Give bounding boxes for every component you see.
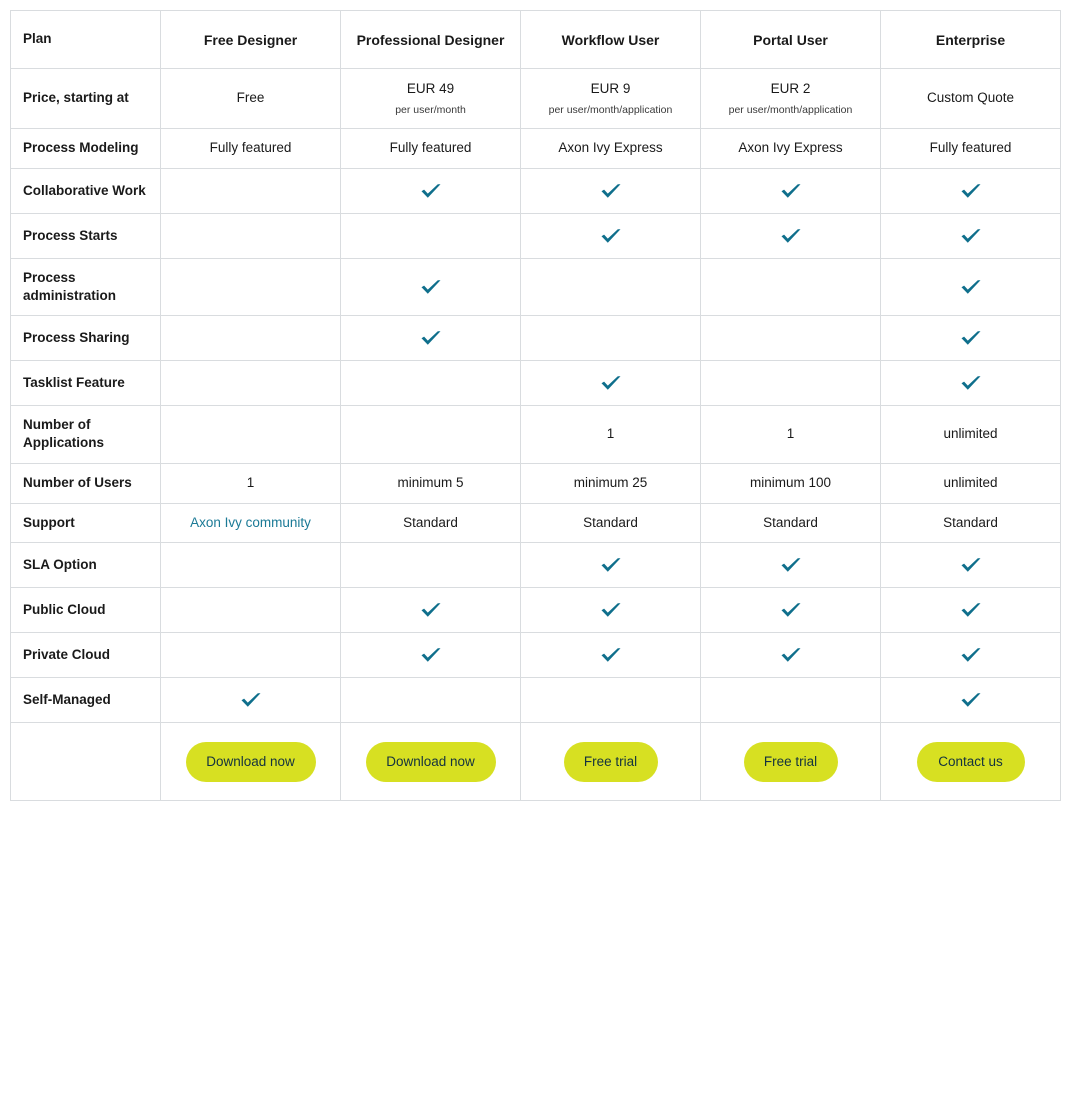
feature-absent-cell xyxy=(161,258,341,315)
check-icon xyxy=(893,275,1048,299)
feature-absent-cell xyxy=(161,168,341,213)
feature-absent-cell xyxy=(161,543,341,588)
feature-included-cell xyxy=(881,258,1061,315)
check-icon xyxy=(893,598,1048,622)
feature-value: Axon Ivy Express xyxy=(558,139,663,155)
column-header-4 xyxy=(701,11,881,69)
feature-value-cell xyxy=(701,503,881,543)
feature-name-cell xyxy=(11,543,161,588)
feature-label: Process Modeling xyxy=(23,140,139,156)
price-amount: EUR 9 xyxy=(590,81,631,96)
feature-value: Axon Ivy Express xyxy=(738,139,843,155)
feature-value-cell xyxy=(521,406,701,463)
check-icon xyxy=(533,224,688,248)
feature-included-cell xyxy=(701,588,881,633)
column-header-1 xyxy=(161,11,341,69)
price-amount: EUR 2 xyxy=(770,81,811,96)
feature-value-cell xyxy=(881,406,1061,463)
feature-value-cell xyxy=(341,463,521,503)
feature-included-cell xyxy=(341,633,521,678)
feature-value: minimum 5 xyxy=(397,474,464,490)
feature-name-cell xyxy=(11,361,161,406)
feature-included-cell xyxy=(701,168,881,213)
cta-row xyxy=(11,723,1061,801)
check-icon xyxy=(713,643,868,667)
table-row xyxy=(11,543,1061,588)
feature-name-cell xyxy=(11,406,161,463)
feature-value-cell xyxy=(161,463,341,503)
feature-absent-cell xyxy=(701,678,881,723)
feature-included-cell xyxy=(881,213,1061,258)
feature-absent-cell xyxy=(701,316,881,361)
price-unit: per user/month/application xyxy=(728,104,853,117)
feature-value: minimum 25 xyxy=(573,474,648,490)
feature-included-cell xyxy=(701,543,881,588)
feature-label: Private Cloud xyxy=(23,647,111,663)
table-row xyxy=(11,463,1061,503)
feature-label: Process administration xyxy=(23,269,117,303)
table-row xyxy=(11,316,1061,361)
check-icon xyxy=(533,643,688,667)
feature-value-cell xyxy=(161,128,341,168)
feature-value: 1 xyxy=(606,425,615,441)
check-icon xyxy=(893,688,1048,712)
feature-value-cell xyxy=(521,128,701,168)
table-row xyxy=(11,128,1061,168)
feature-included-cell xyxy=(881,543,1061,588)
feature-name-cell xyxy=(11,213,161,258)
cta-button-2[interactable]: Download now xyxy=(366,742,496,782)
feature-name-cell xyxy=(11,633,161,678)
check-icon xyxy=(713,179,868,203)
feature-absent-cell xyxy=(161,361,341,406)
feature-absent-cell xyxy=(341,543,521,588)
cta-button-1[interactable]: Download now xyxy=(186,742,316,782)
feature-value-cell xyxy=(881,463,1061,503)
cta-cell xyxy=(701,723,881,801)
feature-name-cell xyxy=(11,503,161,543)
feature-included-cell xyxy=(161,678,341,723)
feature-label: Process Starts xyxy=(23,227,118,243)
feature-label: SLA Option xyxy=(23,557,97,573)
feature-absent-cell xyxy=(341,213,521,258)
column-header-plan xyxy=(11,11,161,69)
feature-absent-cell xyxy=(161,633,341,678)
table-row xyxy=(11,633,1061,678)
feature-included-cell xyxy=(881,316,1061,361)
check-icon xyxy=(353,598,508,622)
feature-included-cell xyxy=(521,361,701,406)
feature-value-cell xyxy=(161,503,341,543)
feature-value: Fully featured xyxy=(389,139,472,155)
cta-button-3[interactable]: Free trial xyxy=(564,742,658,782)
table-row xyxy=(11,361,1061,406)
column-header-2 xyxy=(341,11,521,69)
check-icon xyxy=(173,688,328,712)
feature-name-cell xyxy=(11,316,161,361)
feature-included-cell xyxy=(881,168,1061,213)
feature-absent-cell xyxy=(161,213,341,258)
feature-label: Tasklist Feature xyxy=(23,375,125,391)
feature-label: Number of Users xyxy=(23,474,132,490)
feature-included-cell xyxy=(341,588,521,633)
feature-included-cell xyxy=(521,168,701,213)
feature-included-cell xyxy=(521,213,701,258)
table-row xyxy=(11,503,1061,543)
feature-value-cell xyxy=(521,503,701,543)
plan-comparison-table xyxy=(10,10,1061,801)
price-cell xyxy=(881,69,1061,129)
column-header-label: Plan xyxy=(23,31,52,47)
price-cell xyxy=(521,69,701,129)
feature-value: unlimited xyxy=(943,474,998,490)
table-header-row xyxy=(11,11,1061,69)
plan-name-label: Professional Designer xyxy=(356,31,505,48)
table-row xyxy=(11,168,1061,213)
cta-button-5[interactable]: Contact us xyxy=(917,742,1025,782)
cta-spacer-cell xyxy=(11,723,161,801)
feature-name-cell xyxy=(11,678,161,723)
feature-label: Collaborative Work xyxy=(23,182,146,198)
table-row xyxy=(11,406,1061,463)
feature-absent-cell xyxy=(161,316,341,361)
check-icon xyxy=(533,598,688,622)
feature-name-cell xyxy=(11,258,161,315)
feature-included-cell xyxy=(521,543,701,588)
feature-name-cell xyxy=(11,463,161,503)
feature-value-cell xyxy=(701,406,881,463)
check-icon xyxy=(893,326,1048,350)
feature-absent-cell xyxy=(341,361,521,406)
check-icon xyxy=(893,179,1048,203)
feature-included-cell xyxy=(881,588,1061,633)
table-row xyxy=(11,588,1061,633)
price-amount: EUR 49 xyxy=(406,81,455,96)
feature-label: Price, starting at xyxy=(23,90,129,106)
plan-name-label: Workflow User xyxy=(561,31,660,48)
feature-included-cell xyxy=(521,588,701,633)
table-row xyxy=(11,213,1061,258)
plan-name-label: Free Designer xyxy=(203,31,298,48)
column-header-5 xyxy=(881,11,1061,69)
check-icon xyxy=(713,553,868,577)
check-icon xyxy=(533,179,688,203)
feature-value: 1 xyxy=(246,474,255,490)
feature-value: Fully featured xyxy=(209,139,292,155)
price-unit: per user/month/application xyxy=(548,104,673,117)
feature-label: Number of Applications xyxy=(23,417,105,451)
feature-value-cell xyxy=(341,503,521,543)
feature-absent-cell xyxy=(521,316,701,361)
feature-label: Process Sharing xyxy=(23,330,130,346)
check-icon xyxy=(893,643,1048,667)
price-amount: Free xyxy=(236,90,265,106)
plan-name-label: Enterprise xyxy=(935,31,1006,48)
feature-value: 1 xyxy=(786,425,795,441)
check-icon xyxy=(353,326,508,350)
feature-value: Fully featured xyxy=(929,139,1012,155)
price-amount: Custom Quote xyxy=(926,90,1015,106)
check-icon xyxy=(353,643,508,667)
feature-name-cell xyxy=(11,588,161,633)
price-cell xyxy=(161,69,341,129)
feature-included-cell xyxy=(521,633,701,678)
feature-absent-cell xyxy=(161,588,341,633)
column-header-3 xyxy=(521,11,701,69)
feature-included-cell xyxy=(341,316,521,361)
cta-button-4[interactable]: Free trial xyxy=(744,742,838,782)
feature-included-cell xyxy=(341,258,521,315)
feature-included-cell xyxy=(701,633,881,678)
feature-value-cell xyxy=(341,128,521,168)
feature-included-cell xyxy=(701,213,881,258)
price-cell xyxy=(341,69,521,129)
feature-label: Public Cloud xyxy=(23,602,106,618)
feature-included-cell xyxy=(881,633,1061,678)
feature-value-cell xyxy=(701,463,881,503)
feature-absent-cell xyxy=(341,678,521,723)
cta-cell xyxy=(341,723,521,801)
feature-value: Standard xyxy=(943,514,998,530)
check-icon xyxy=(533,371,688,395)
feature-included-cell xyxy=(881,678,1061,723)
feature-absent-cell xyxy=(521,258,701,315)
feature-absent-cell xyxy=(161,406,341,463)
price-unit: per user/month xyxy=(395,104,466,117)
cta-cell xyxy=(881,723,1061,801)
feature-value: minimum 100 xyxy=(749,474,832,490)
feature-value-cell xyxy=(881,503,1061,543)
table-row xyxy=(11,69,1061,129)
feature-included-cell xyxy=(341,168,521,213)
feature-absent-cell xyxy=(521,678,701,723)
check-icon xyxy=(713,598,868,622)
table-row xyxy=(11,258,1061,315)
feature-name-cell xyxy=(11,168,161,213)
plan-name-label: Portal User xyxy=(753,31,828,48)
feature-absent-cell xyxy=(701,258,881,315)
support-community-link[interactable]: Axon Ivy community xyxy=(190,514,311,530)
check-icon xyxy=(353,179,508,203)
check-icon xyxy=(533,553,688,577)
feature-value: Standard xyxy=(583,514,638,530)
feature-value-cell xyxy=(881,128,1061,168)
feature-value: unlimited xyxy=(943,425,998,441)
check-icon xyxy=(893,553,1048,577)
check-icon xyxy=(893,224,1048,248)
price-cell xyxy=(701,69,881,129)
feature-name-cell xyxy=(11,69,161,129)
feature-value: Standard xyxy=(403,514,458,530)
feature-label: Self-Managed xyxy=(23,692,111,708)
feature-value-cell xyxy=(701,128,881,168)
feature-included-cell xyxy=(881,361,1061,406)
check-icon xyxy=(353,275,508,299)
check-icon xyxy=(893,371,1048,395)
feature-label: Support xyxy=(23,514,75,530)
cta-cell xyxy=(521,723,701,801)
check-icon xyxy=(713,224,868,248)
feature-absent-cell xyxy=(341,406,521,463)
feature-absent-cell xyxy=(701,361,881,406)
cta-cell xyxy=(161,723,341,801)
feature-value: Standard xyxy=(763,514,818,530)
feature-name-cell xyxy=(11,128,161,168)
feature-value-cell xyxy=(521,463,701,503)
table-row xyxy=(11,678,1061,723)
